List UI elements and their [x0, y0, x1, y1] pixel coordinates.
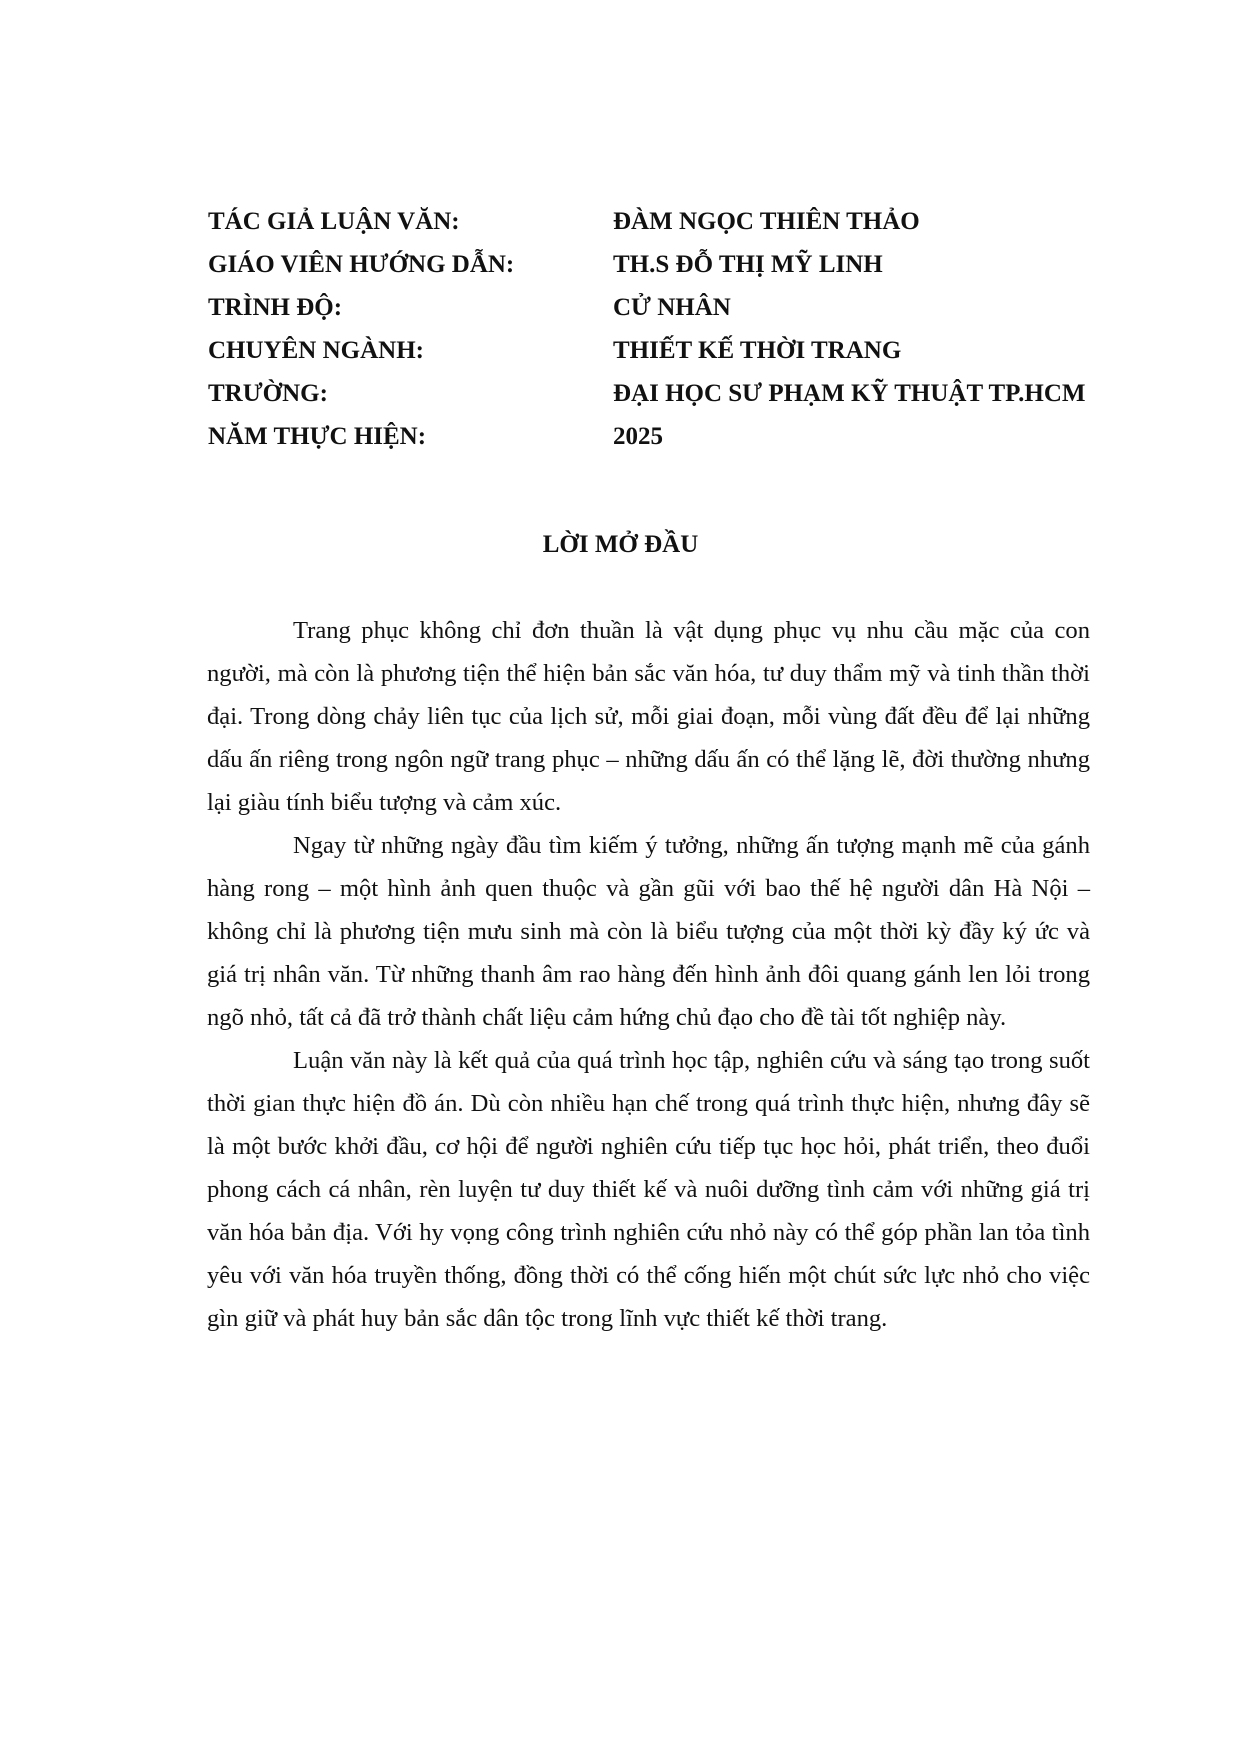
info-label: CHUYÊN NGÀNH: [208, 337, 424, 364]
info-row-advisor [208, 247, 1108, 290]
preface-body [207, 609, 1090, 1340]
paragraph: Luận văn này là kết quả của quá trình học tập, nghiên cứu và sáng tạo trong suốt thời gian thực hiện đồ án. Dù còn nhiều hạn chế trong quá trình thực hiện, nhưng đây sẽ là một bước khởi đầu, cơ hội để người nghiên cứu tiếp tục học hỏi, phát triển, theo đuổi phong cách cá nhân, rèn luyện tư duy thiết kế và nuôi dưỡng tình cảm với những giá trị văn hóa bản địa. Với hy vọng công trình nghiên cứu nhỏ này có thể góp phần lan tỏa tình yêu với văn hóa truyền thống, đồng thời có thể cống hiến một chút sức lực nhỏ cho việc gìn giữ và phát huy bản sắc dân tộc trong lĩnh vực thiết kế thời trang. [207, 1047, 1090, 1332]
paragraph: Trang phục không chỉ đơn thuần là vật dụng phục vụ nhu cầu mặc của con người, mà còn là phương tiện thể hiện bản sắc văn hóa, tư duy thẩm mỹ và tinh thần thời đại. Trong dòng chảy liên tục của lịch sử, mỗi giai đoạn, mỗi vùng đất đều để lại những dấu ấn riêng trong ngôn ngữ trang phục – những dấu ấn có thể lặng lẽ, đời thường nhưng lại giàu tính biểu tượng và cảm xúc. [207, 617, 1090, 816]
info-row-major [208, 333, 1108, 376]
info-label: TRÌNH ĐỘ: [208, 294, 343, 321]
info-value: TH.S ĐỖ THỊ MỸ LINH [613, 251, 883, 278]
info-value: CỬ NHÂN [613, 294, 731, 321]
info-value: ĐẠI HỌC SƯ PHẠM KỸ THUẬT TP.HCM [613, 380, 1086, 407]
info-label: NĂM THỰC HIỆN: [208, 423, 427, 450]
info-row-year [208, 419, 1108, 462]
thesis-info-table [208, 204, 1108, 462]
section-heading: LỜI MỞ ĐẦU [542, 531, 699, 558]
info-value: THIẾT KẾ THỜI TRANG [613, 337, 902, 364]
paragraph: Ngay từ những ngày đầu tìm kiếm ý tưởng, những ấn tượng mạnh mẽ của gánh hàng rong – một hình ảnh quen thuộc và gần gũi với bao thế hệ người dân Hà Nội – không chỉ là phương tiện mưu sinh mà còn là biểu tượng của một thời kỳ đầy ký ức và giá trị nhân văn. Từ những thanh âm rao hàng đến hình ảnh đôi quang gánh len lỏi trong ngõ nhỏ, tất cả đã trở thành chất liệu cảm hứng chủ đạo cho đề tài tốt nghiệp này. [207, 832, 1090, 1031]
info-label: TRƯỜNG: [208, 380, 328, 407]
info-value: 2025 [613, 423, 663, 450]
info-label: GIÁO VIÊN HƯỚNG DẪN: [208, 251, 515, 278]
info-row-degree [208, 290, 1108, 333]
info-label: TÁC GIẢ LUẬN VĂN: [208, 208, 460, 235]
info-value: ĐÀM NGỌC THIÊN THẢO [613, 208, 920, 235]
info-row-author [208, 204, 1108, 247]
info-row-school [208, 376, 1108, 419]
